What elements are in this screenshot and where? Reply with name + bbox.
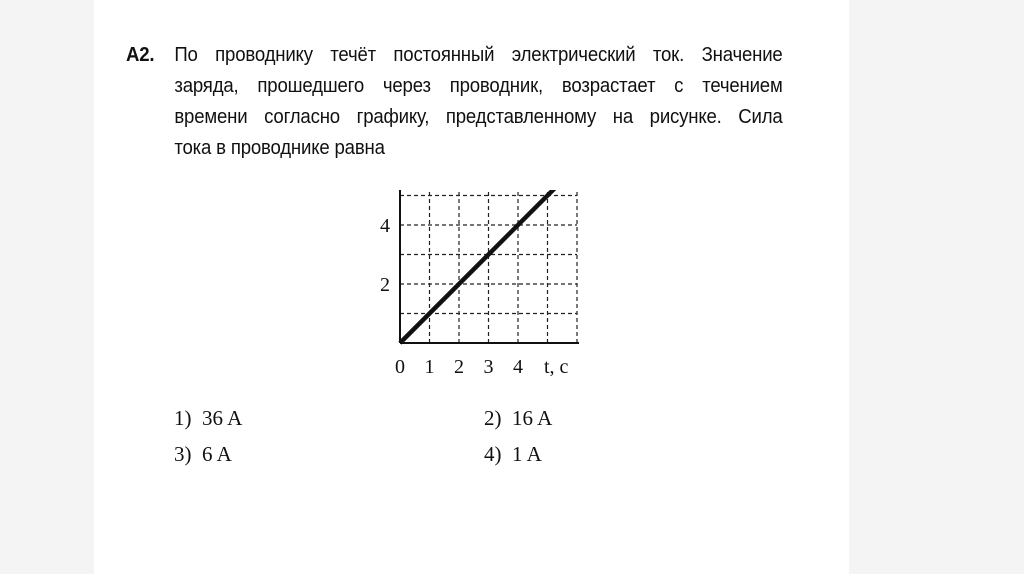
charge-time-chart (330, 190, 600, 390)
right-margin-panel (849, 0, 1024, 574)
x-tick-label: 1 (424, 356, 435, 378)
answer-3-text: 6 A (202, 442, 232, 466)
answer-option-4 (484, 436, 542, 472)
x-tick-label: 2 (454, 356, 464, 378)
answer-2-text: 16 A (512, 406, 553, 430)
answer-option-1 (174, 400, 242, 436)
x-axis-label: t, с (544, 356, 569, 378)
x-tick-label: 0 (395, 356, 405, 378)
chart-series (400, 190, 571, 343)
problem-line-2: заряда, прошедшего через проводник, возрастает с течением (174, 75, 783, 97)
answer-4-text: 1 A (512, 442, 542, 466)
problem-label: A2. (126, 44, 155, 66)
problem-text (126, 40, 783, 164)
series-line (400, 190, 571, 343)
x-tick-label: 4 (513, 356, 523, 378)
answer-3-number: 3) (174, 442, 192, 466)
problem-line-1: По проводнику течёт постоянный электрический ток. Значение (174, 44, 783, 66)
answer-option-3 (174, 436, 232, 472)
answer-2-number: 2) (484, 406, 502, 430)
answer-1-number: 1) (174, 406, 192, 430)
problem-line-3: времени согласно графику, представленному на рисунке. Сила (174, 106, 783, 128)
y-tick-label: 2 (380, 274, 390, 296)
answer-1-text: 36 A (202, 406, 243, 430)
y-tick-label: 4 (380, 215, 390, 237)
chart-grid (400, 190, 577, 343)
answer-4-number: 4) (484, 442, 502, 466)
answer-option-2 (484, 400, 552, 436)
x-tick-label: 3 (483, 356, 494, 378)
problem-line-4: тока в проводнике равна (174, 137, 385, 159)
left-margin-panel (0, 0, 94, 574)
